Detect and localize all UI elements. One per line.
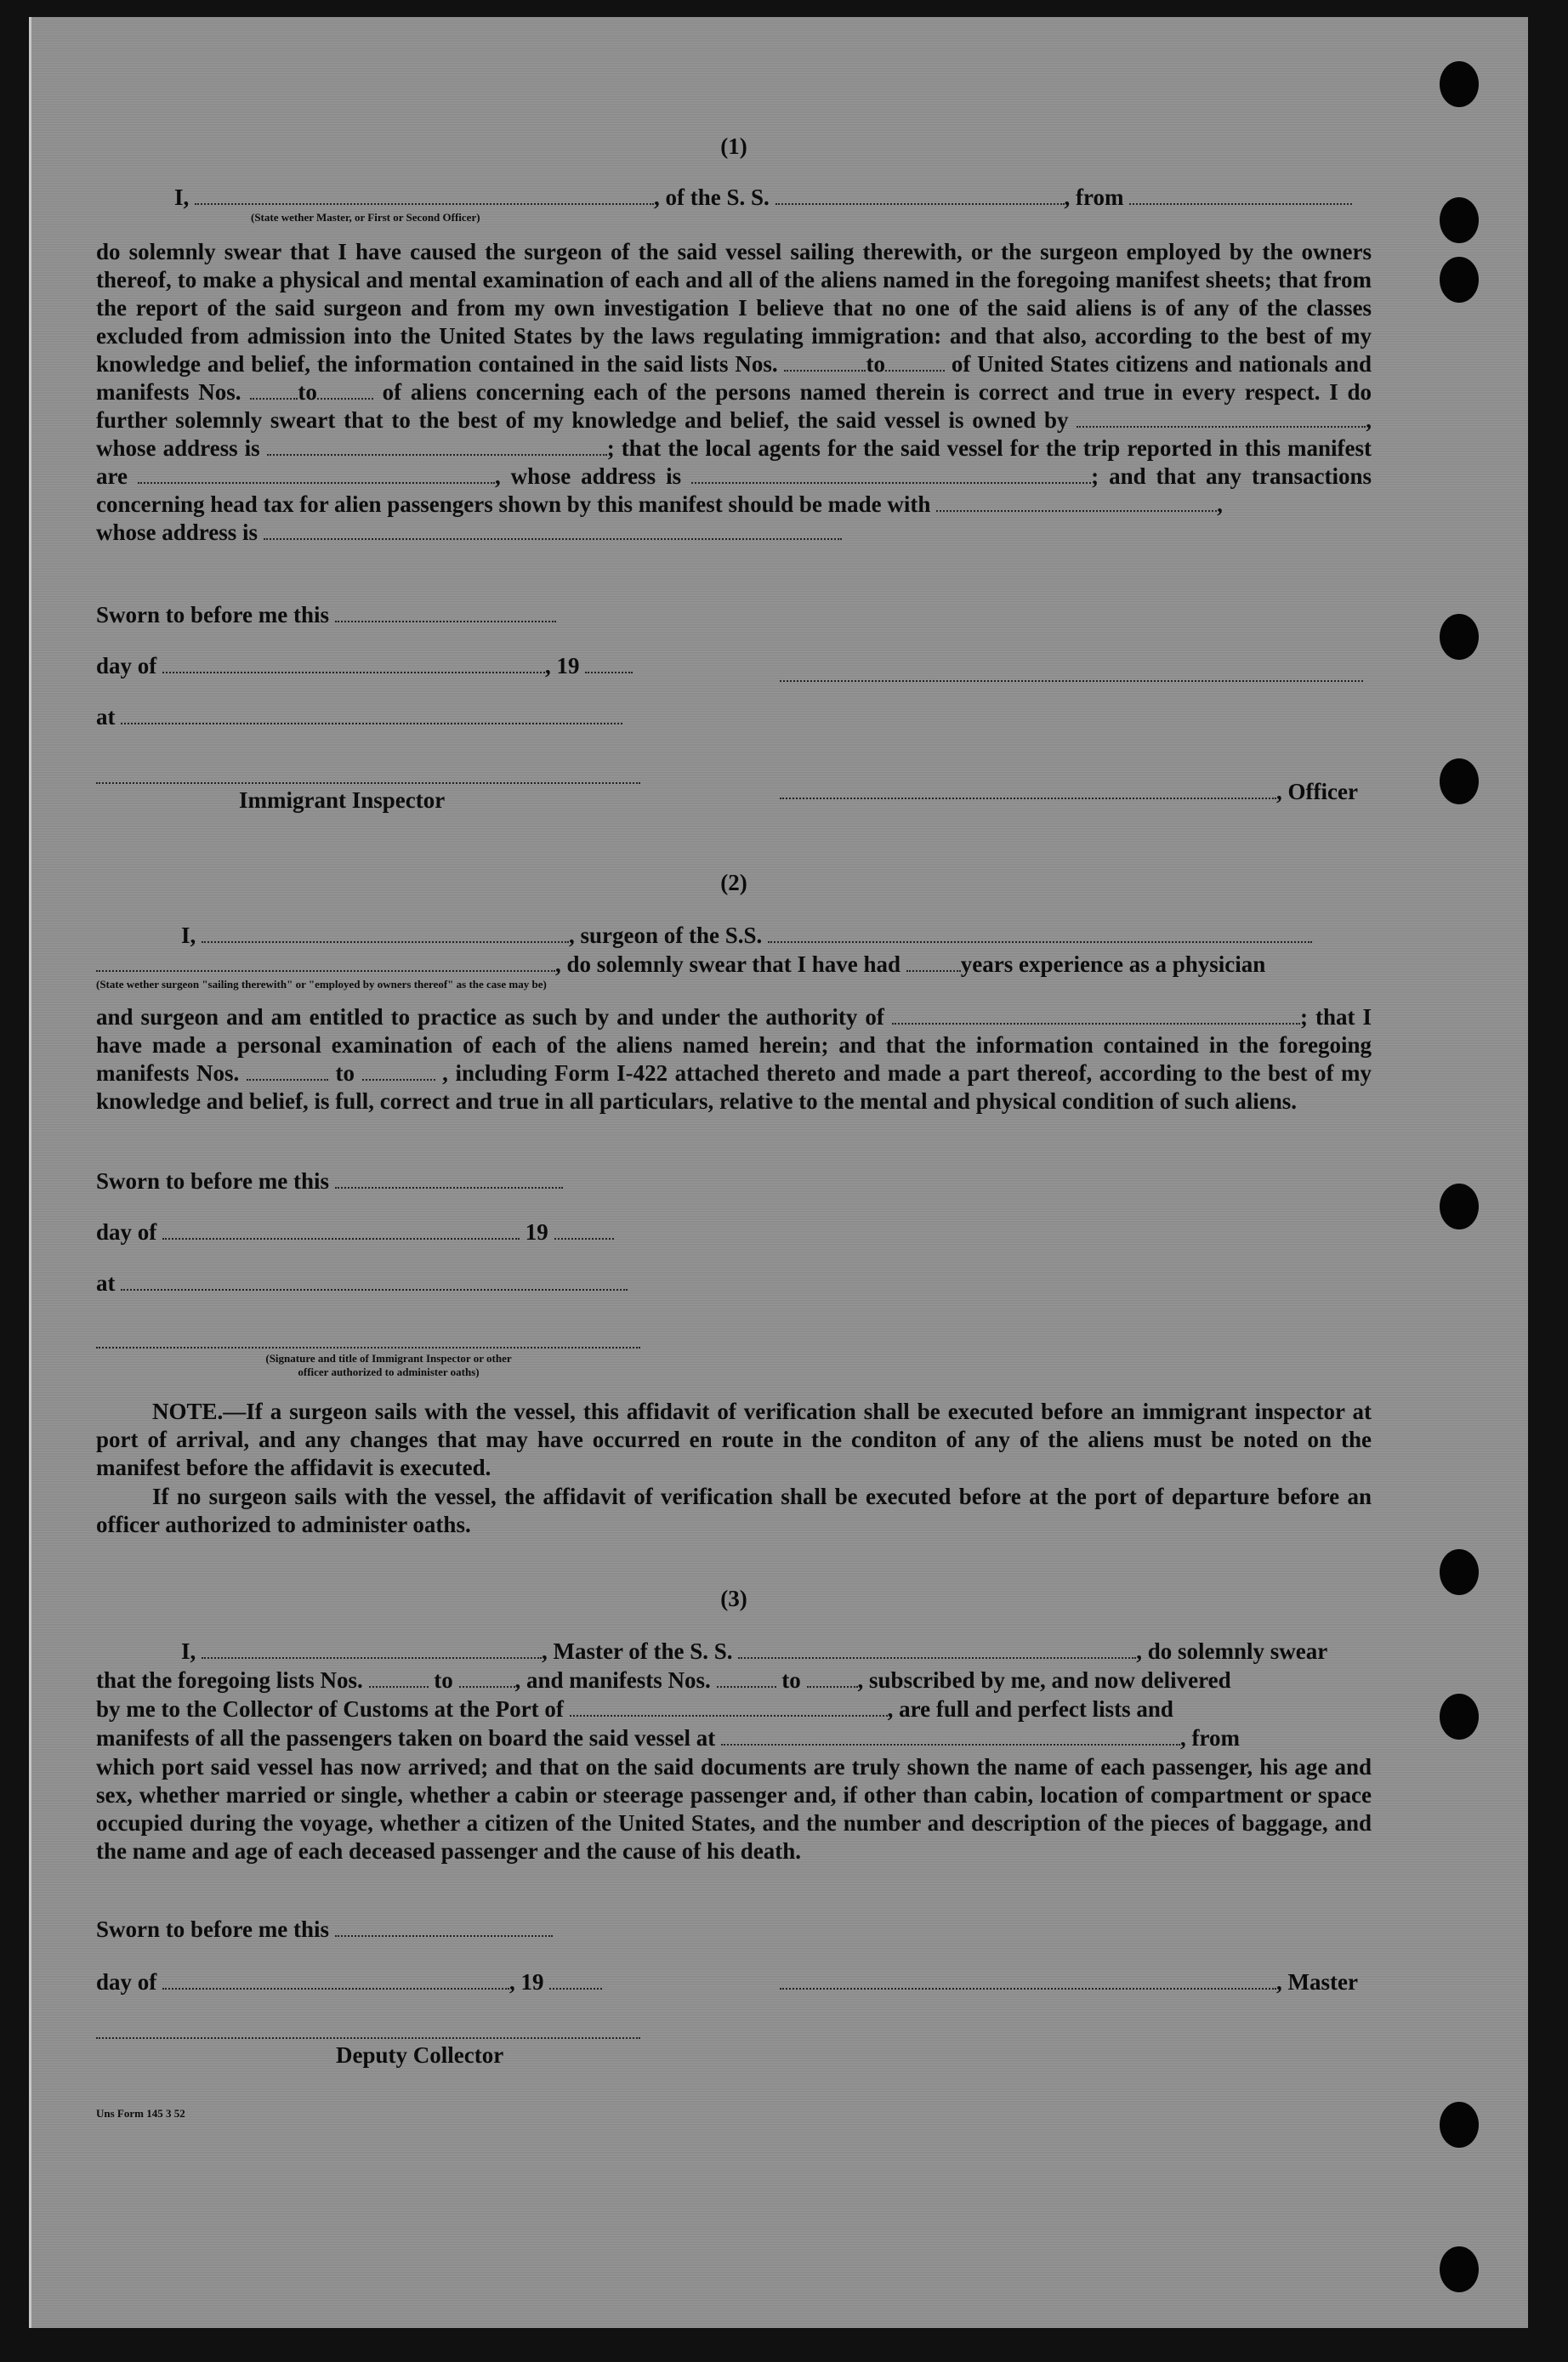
s1-lists-to-field[interactable] [885, 351, 945, 372]
s1-agents-address-field[interactable] [691, 463, 1091, 484]
s1-dayof-label: day of [96, 653, 157, 679]
s2-year-field[interactable] [554, 1219, 614, 1240]
s3-manifests-to-field[interactable] [807, 1667, 858, 1688]
s3-port-line [96, 1695, 1372, 1723]
s3-deputy-collector-label: Deputy Collector [336, 2042, 504, 2068]
s1-inspector-signature-line[interactable] [96, 764, 640, 784]
s3-to-label: to [434, 1667, 453, 1693]
s3-vessel-name-field[interactable] [738, 1638, 1136, 1659]
punch-hole [1440, 1549, 1479, 1595]
s2-at-label: at [96, 1270, 116, 1296]
s2-to-label: to [335, 1060, 355, 1086]
punch-hole [1440, 61, 1479, 107]
form-number: Uns Form 145 3 52 [96, 2107, 185, 2120]
punch-hole [1440, 1184, 1479, 1229]
s3-full-lists-label: , are full and perfect lists and [887, 1696, 1173, 1722]
s3-month-field[interactable] [162, 1969, 509, 1990]
s3-dayof-row [96, 1969, 602, 1996]
s2-sig-caption-1: (Signature and title of Immigrant Inspector or other [265, 1352, 512, 1365]
s1-sworn-label: Sworn to before me this [96, 602, 329, 627]
s2-month-field[interactable] [162, 1219, 520, 1240]
s3-lists-label: that the foregoing lists Nos. [96, 1667, 363, 1693]
s3-boarded-port-field[interactable] [721, 1725, 1180, 1746]
s3-lists-line [96, 1666, 1372, 1695]
s1-oath-body [96, 238, 1372, 547]
s2-year-label: 19 [525, 1219, 548, 1245]
s1-body-d: , whose address is [96, 407, 1372, 461]
s2-experience-line [96, 951, 1372, 979]
s1-body-g: ; and that any transactions concerning head tax for alien passengers shown by this manifest should be made with [96, 463, 1372, 517]
punch-hole [1440, 614, 1479, 660]
s1-manifests-to-field[interactable] [317, 379, 373, 400]
s2-body-b: ; [1299, 1004, 1308, 1030]
s1-inspector-label: Immigrant Inspector [239, 787, 446, 813]
s2-surgeon-of-ss-label: , surgeon of the S.S. [569, 923, 763, 948]
s1-body-h: , [1217, 491, 1223, 517]
s1-manifests-from-field[interactable] [250, 379, 298, 400]
punch-hole [1440, 257, 1479, 303]
s2-oath-body [96, 1003, 1372, 1116]
s3-dayof-label: day of [96, 1969, 157, 1995]
s1-body-b: of United States citizens and nationals and manifests Nos. [96, 351, 1372, 405]
s2-years-label: years experience as a physician [960, 951, 1266, 977]
s2-surgeon-name-field[interactable] [202, 923, 569, 943]
s3-swear-label: , do solemnly swear [1136, 1638, 1328, 1664]
s1-officer-signature-line[interactable] [780, 661, 1363, 682]
s1-lists-from-field[interactable] [784, 351, 866, 372]
s3-port-label: by me to the Collector of Customs at the Port of [96, 1696, 564, 1722]
s3-master-of-ss-label: , Master of the S. S. [542, 1638, 733, 1664]
s1-from-label: , from [1064, 185, 1124, 210]
s2-sworn-date-field[interactable] [335, 1168, 563, 1189]
s3-sworn-row [96, 1916, 553, 1943]
s3-oath-body: which port said vessel has now arrived; and that on the said documents are truly shown the name of each passenger, his age and sex, whether married or single, whether a cabin or steerage passenger and, if other than cabin, location of compartment or space occupied during the voyage, whether a citizen of the United States, and the number and description of the pieces of baggage, and the name and age of each deceased passenger and the cause of his death. [96, 1754, 1372, 1864]
s1-officer-sublabel: (State wether Master, or First or Second Officer) [251, 211, 480, 224]
s1-officer-row [780, 779, 1358, 805]
s1-sworn-date-field[interactable] [335, 602, 556, 622]
s3-year-label: , 19 [509, 1969, 544, 1995]
s3-collector-signature-line[interactable] [96, 2018, 640, 2039]
s2-sublabel: (State wether surgeon "sailing therewith" or "employed by owners thereof" as the case may be) [96, 978, 547, 991]
s2-note-1: NOTE.—If a surgeon sails with the vessel, this affidavit of verification shall be executed before an immigrant inspector at port of arrival, and any changes that may have occurred en route in the conditon of any of the aliens must be noted on the manifest before the affidavit is executed. [96, 1399, 1372, 1480]
s2-manifests-to-field[interactable] [362, 1060, 435, 1081]
s3-year-field[interactable] [549, 1969, 602, 1990]
s1-owner-address-field[interactable] [267, 435, 607, 456]
punch-hole [1440, 2102, 1479, 2148]
s1-year-label: , 19 [545, 653, 580, 679]
s1-head-tax-address-field[interactable] [264, 520, 842, 540]
s1-at-row [96, 704, 622, 730]
s2-vessel-name-field[interactable] [768, 923, 1312, 943]
s1-body-f: , whose address is [494, 463, 682, 489]
s1-body-c: of aliens concerning each of the persons named therein is correct and true in every respect. I do further solemnly sweart that to the best of my knowledge and belief, the said vessel is owned by [96, 379, 1372, 433]
s2-body-c: that I have made a personal examination of each of the aliens named herein; and that the information contained in the foregoing manifests Nos. [96, 1004, 1372, 1086]
s2-sig-caption-2: officer authorized to administer oaths) [298, 1366, 480, 1378]
s1-i-label: I, [174, 185, 190, 210]
s3-boarded-label: manifests of all the passengers taken on board the said vessel at [96, 1725, 716, 1751]
s1-sworn-row [96, 602, 556, 628]
s2-sworn-row [96, 1168, 563, 1195]
s1-at-label: at [96, 704, 116, 730]
s1-month-field[interactable] [162, 653, 545, 673]
s2-note-2: If no surgeon sails with the vessel, the affidavit of verification shall be executed before at the port of departure before an officer authorized to administer oaths. [96, 1484, 1372, 1537]
s3-i-label: I, [181, 1638, 196, 1664]
s1-from-port-field[interactable] [1129, 185, 1352, 205]
section-1-heading: (1) [720, 133, 747, 159]
s1-body-a: do solemnly swear that I have caused the surgeon of the said vessel sailing therewith, or the surgeon employed by the owners thereof, to make a physical and mental examination of each and all of the aliens named in the foregoing manifest sheets; that from the report of the said surgeon and from my own investigation I believe that no one of the said aliens is of any of the classes excluded from admission into the United States by the laws regulating immigration: and that also, according to the best of my knowledge and belief, the information contained in the said lists Nos. [96, 239, 1372, 377]
s2-body-d: , including Form I-422 attached thereto and made a part thereof, according to the best of my knowledge and belief, is full, correct and true in all particulars, relative to the mental and physical condition of such aliens. [96, 1060, 1372, 1114]
s1-to-label-2: to [298, 379, 317, 405]
section-1-intro-line [96, 184, 1372, 212]
s1-at-field[interactable] [121, 704, 622, 724]
s2-at-field[interactable] [121, 1270, 628, 1291]
s3-master-label: , Master [1276, 1969, 1358, 1995]
s2-body-a: and surgeon and am entitled to practice as such by and under the authority of [96, 1004, 884, 1030]
s1-dayof-row [96, 653, 633, 679]
punch-hole [1440, 1694, 1479, 1740]
s2-sworn-label: Sworn to before me this [96, 1168, 329, 1194]
s1-of-ss-label: , of the S. S. [654, 185, 770, 210]
s2-years-field[interactable] [906, 951, 961, 972]
s3-master-name-field[interactable] [202, 1638, 542, 1659]
s2-dayof-label: day of [96, 1219, 157, 1245]
s3-to-label-2: to [781, 1667, 801, 1693]
s1-year-field[interactable] [585, 653, 633, 673]
s3-lists-to-field[interactable] [459, 1667, 515, 1688]
s3-delivered-label: , subscribed by me, and now delivered [857, 1667, 1231, 1693]
s3-master-row [780, 1969, 1358, 1996]
manifest-affidavit-sheet [29, 17, 1528, 2328]
s2-dayof-row [96, 1219, 614, 1246]
s2-signature-caption [168, 1352, 610, 1379]
s1-body-i: whose address is [96, 520, 258, 545]
s3-boarded-line [96, 1724, 1372, 1752]
s1-to-label: to [866, 351, 885, 377]
s3-master-signature-field[interactable] [780, 1969, 1276, 1990]
s3-manifests-label: , and manifests Nos. [514, 1667, 711, 1693]
s1-agents-field[interactable] [138, 463, 495, 484]
s2-experience-label: , do solemnly swear that I have had [555, 951, 901, 977]
s3-port-field[interactable] [570, 1696, 888, 1717]
s3-intro-line [96, 1638, 1372, 1666]
s3-sworn-date-field[interactable] [335, 1916, 553, 1937]
punch-hole [1440, 2246, 1479, 2292]
s2-authority-field[interactable] [892, 1004, 1300, 1025]
s2-intro-line [96, 922, 1372, 950]
s3-lists-from-field[interactable] [369, 1667, 429, 1688]
s1-owner-field[interactable] [1077, 407, 1366, 428]
s1-head-tax-field[interactable] [936, 491, 1217, 512]
s2-i-label: I, [181, 923, 196, 948]
s1-officer-signature-field[interactable] [780, 779, 1276, 799]
s1-officer-label: , Officer [1276, 779, 1358, 804]
s3-manifests-from-field[interactable] [717, 1667, 776, 1688]
section-3-heading: (3) [720, 1586, 747, 1611]
punch-hole [1440, 758, 1479, 804]
section-2-heading: (2) [720, 870, 747, 895]
s1-vessel-name-field[interactable] [775, 185, 1065, 205]
punch-hole [1440, 197, 1479, 243]
s1-body-e: ; that the local agents for the said vessel for the trip reported in this manifest are [96, 435, 1372, 489]
s1-officer-name-field[interactable] [195, 185, 654, 205]
s2-surgeon-type-field[interactable] [96, 951, 555, 972]
s3-from-label: , from [1180, 1725, 1240, 1751]
s2-inspector-signature-line[interactable] [96, 1328, 640, 1348]
s2-at-row [96, 1270, 628, 1297]
s2-manifests-from-field[interactable] [247, 1060, 328, 1081]
s3-sworn-label: Sworn to before me this [96, 1916, 329, 1942]
